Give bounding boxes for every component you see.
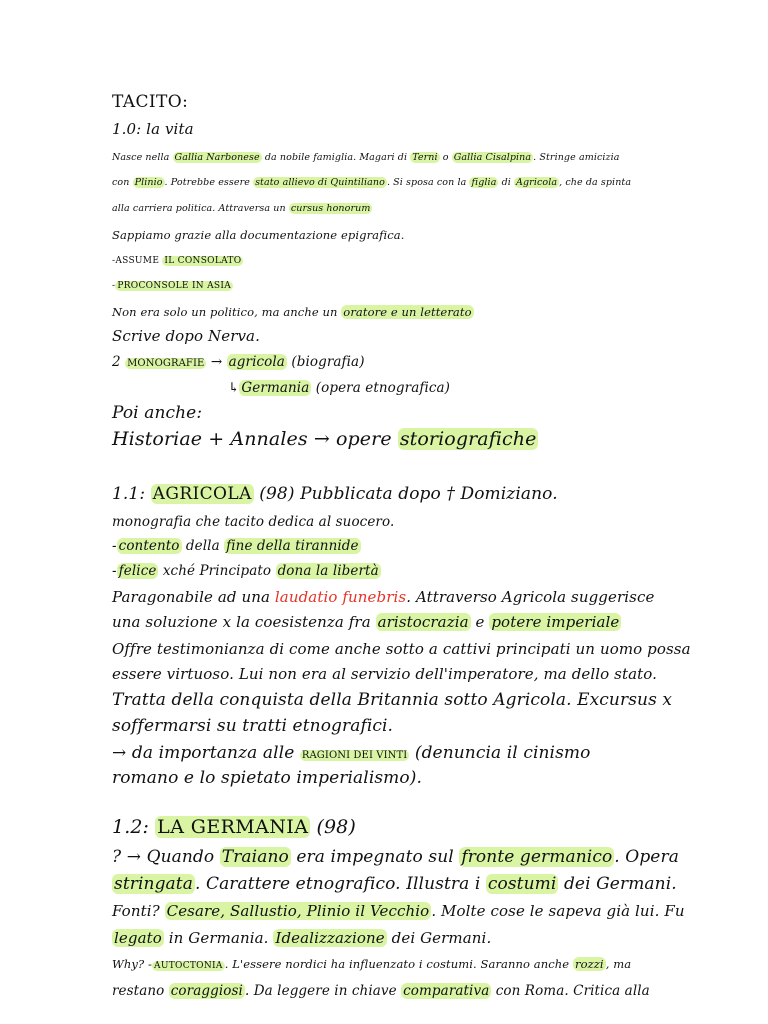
highlight: LA GERMANIA [157, 816, 309, 838]
text-line [112, 613, 621, 631]
text-line [112, 929, 491, 947]
text-span: (biografia) [286, 354, 365, 370]
text-line [112, 281, 233, 291]
text-span: con [112, 177, 133, 188]
highlight: Gallia Narbonese [174, 152, 260, 163]
highlight: costumi [487, 874, 557, 894]
text-span: , ma [605, 957, 632, 971]
text-line: romano e lo spietato imperialismo). [112, 768, 422, 788]
text-line [112, 847, 679, 867]
red-text: laudatio funebris [274, 588, 407, 606]
text-line [112, 354, 365, 370]
text-span: Why? - [112, 957, 153, 971]
text-span: Historiae + Annales → opere [112, 428, 398, 450]
text-span: (98) [310, 816, 356, 838]
highlight: cursus honorum [290, 203, 371, 214]
highlight: IL CONSOLATO [164, 256, 242, 266]
highlight: AUTOCTONIA [154, 961, 223, 971]
text-line [112, 743, 590, 763]
text-span: Fonti? [112, 902, 165, 920]
text-line [112, 177, 631, 188]
text-span: una soluzione x la coesistenza fra [112, 613, 376, 631]
text-span: (denuncia il cinismo [409, 743, 591, 763]
text-line [112, 874, 677, 894]
text-span: . Si sposa con la [386, 177, 470, 188]
highlight: storiografiche [399, 428, 537, 450]
text-span: Paragonabile ad una [112, 588, 275, 606]
text-line [112, 256, 243, 266]
highlight: legato [114, 929, 162, 947]
highlight: Germania [241, 380, 310, 396]
arrow-icon: → [206, 354, 227, 370]
text-line [112, 203, 372, 214]
highlight: agricola [228, 354, 285, 370]
text-span: e [470, 613, 490, 631]
highlight: Cesare, Sallustio, Plinio il Vecchio [166, 902, 430, 920]
text-span: 1.2: [112, 816, 156, 838]
arrow-icon: ↳ [228, 380, 240, 396]
text-line [112, 983, 650, 999]
text-span: (opera etnografica) [311, 380, 451, 396]
text-line: Scrive dopo Nerva. [112, 327, 260, 345]
highlight: Agricola [516, 177, 558, 188]
text-span: xché Principato [158, 563, 276, 579]
text-span: alla carriera politica. Attraversa un [112, 203, 289, 214]
text-span: . Opera [614, 847, 679, 867]
text-line [112, 902, 685, 920]
highlight: stringata [114, 874, 193, 894]
text-line: soffermarsi su tratti etnografici. [112, 716, 394, 736]
text-span: - [112, 563, 117, 579]
text-span: (98) Pubblicata dopo † Domiziano. [253, 484, 558, 504]
highlight: contento [118, 538, 180, 554]
text-span: -ASSUME [112, 256, 163, 266]
highlight: Plinio [134, 177, 163, 188]
highlight: figlia [471, 177, 497, 188]
text-line: Tratta della conquista della Britannia sotto Agricola. Excursus x [112, 690, 673, 710]
text-span: Nasce nella [112, 152, 173, 163]
text-span: . Attraverso Agricola suggerisce [406, 588, 655, 606]
text-span: da nobile famiglia. Magari di [261, 152, 411, 163]
highlight: comparativa [403, 983, 490, 999]
text-span: o [439, 152, 452, 163]
text-span: era impegnato sul [290, 847, 460, 867]
highlight: AGRICOLA [152, 484, 252, 504]
highlight: Idealizzazione [275, 929, 385, 947]
text-line [112, 305, 474, 319]
text-span: restano [112, 983, 169, 999]
text-line [112, 957, 631, 971]
highlight: fronte germanico [461, 847, 613, 867]
text-span: - [112, 281, 116, 291]
highlight: MONOGRAFIE [127, 358, 205, 369]
text-line: Offre testimonianza di come anche sotto a cattivi principati un uomo possa [112, 640, 691, 658]
highlight: dona la libertà [277, 563, 379, 579]
text-line [112, 428, 538, 450]
text-span: . Molte cose le sapeva già lui. Fu [431, 902, 685, 920]
page-title: TACITO: [112, 92, 189, 112]
text-span: ? → Quando [112, 847, 220, 867]
section-heading-germania [112, 816, 356, 838]
highlight: oratore e un letterato [343, 305, 472, 319]
text-span: 1.1: [112, 484, 151, 504]
text-span: dei Germani. [386, 929, 492, 947]
text-line: essere virtuoso. Lui non era al servizio dell'imperatore, ma dello stato. [112, 665, 658, 683]
section-heading-vita: 1.0: la vita [112, 120, 194, 138]
text-span: - [112, 538, 117, 554]
text-line [112, 588, 654, 606]
highlight: fine della tirannide [226, 538, 359, 554]
section-heading-agricola [112, 484, 558, 504]
highlight: felice [118, 563, 157, 579]
text-span: . Carattere etnografico. Illustra i [194, 874, 486, 894]
text-line [112, 563, 381, 579]
text-span: Non era solo un politico, ma anche un [112, 305, 342, 319]
highlight: coraggiosi [170, 983, 243, 999]
text-span: di [498, 177, 515, 188]
highlight: PROCONSOLE IN ASIA [117, 281, 232, 291]
text-line: monografia che tacito dedica al suocero. [112, 514, 395, 530]
highlight: RAGIONI DEI VINTI [301, 750, 408, 761]
text-span: → da importanza alle [112, 743, 300, 763]
text-line [228, 380, 450, 396]
text-span: con Roma. Critica alla [491, 983, 650, 999]
text-span: . Potrebbe essere [164, 177, 254, 188]
text-span: 2 [112, 354, 126, 370]
text-line [112, 538, 361, 554]
highlight: Terni [412, 152, 438, 163]
highlight: Gallia Cisalpina [453, 152, 532, 163]
text-span: , che da spinta [559, 177, 632, 188]
text-span: . Stringe amicizia [533, 152, 620, 163]
highlight: rozzi [574, 957, 604, 971]
text-line [112, 152, 620, 163]
text-span: . L'essere nordici ha influenzato i costumi. Saranno anche [224, 957, 573, 971]
text-span: in Germania. [163, 929, 274, 947]
text-line: Poi anche: [112, 403, 203, 423]
highlight: Traiano [221, 847, 289, 867]
text-line: Sappiamo grazie alla documentazione epigrafica. [112, 228, 405, 242]
text-span: dei Germani. [558, 874, 677, 894]
highlight: stato allievo di Quintiliano [255, 177, 385, 188]
highlight: aristocrazia [377, 613, 469, 631]
text-span: della [181, 538, 225, 554]
text-span: . Da leggere in chiave [244, 983, 402, 999]
highlight: potere imperiale [491, 613, 620, 631]
